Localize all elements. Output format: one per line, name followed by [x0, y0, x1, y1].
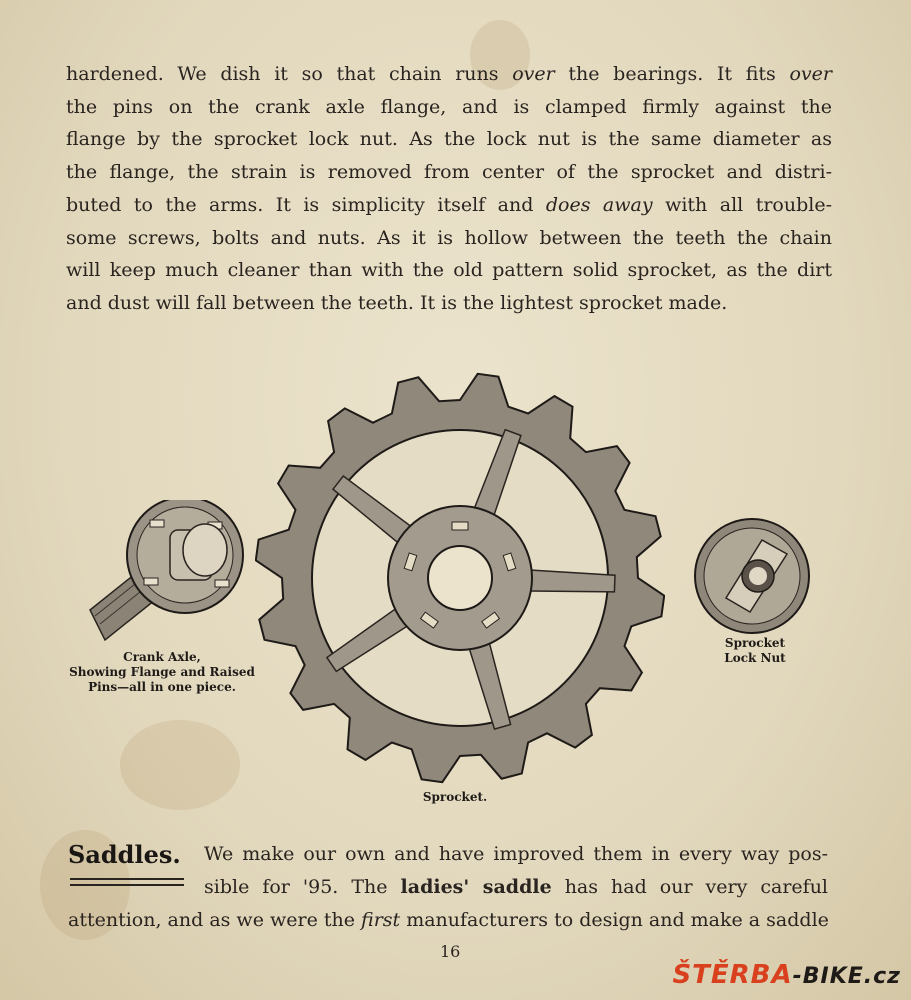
crank-axle-illustration: [70, 500, 250, 650]
heading-underline: [70, 878, 184, 886]
text-line: some screws, bolts and nuts. As it is hollow between the teeth the chain: [66, 226, 832, 249]
text-line: hardened. We dish it so that chain runs over the bearings. It fits over: [66, 63, 832, 85]
text-line: will keep much cleaner than with the old pattern solid sprocket, as the dirt: [66, 259, 832, 282]
saddles-line-2: sible for '95. The ladies' saddle has had our very careful: [204, 876, 829, 898]
text-line: buted to the arms. It is simplicity itself and does away with all trouble-: [66, 193, 833, 216]
saddles-line-3: attention, and as we were the first manufacturers to design and make a saddle: [68, 909, 829, 931]
text-line: and dust will fall between the teeth. It is the lightest sprocket made.: [66, 291, 728, 314]
crank-axle-caption: Crank Axle, Showing Flange and Raised Pins—all in one piece.: [69, 650, 255, 694]
lock-nut-caption: Sprocket Lock Nut: [724, 636, 786, 665]
text-line: the pins on the crank axle flange, and is clamped firmly against the: [66, 95, 832, 118]
text-line: the flange, the strain is removed from center of the sprocket and distri-: [66, 161, 832, 184]
paper-stain: [120, 720, 240, 810]
sprocket-caption: Sprocket.: [422, 790, 488, 804]
sprocket-illustration: [255, 370, 665, 785]
text-line: flange by the sprocket lock nut. As the lock nut is the same diameter as: [66, 128, 832, 151]
saddles-line-1: We make our own and have improved them in every way pos-: [204, 843, 828, 865]
saddles-heading: Saddles.: [68, 840, 181, 869]
page-number: 16: [440, 942, 461, 961]
lock-nut-illustration: [692, 516, 812, 636]
watermark: ŠTĚRBA-BIKE.cz: [672, 960, 901, 990]
intro-paragraph: [66, 58, 832, 320]
